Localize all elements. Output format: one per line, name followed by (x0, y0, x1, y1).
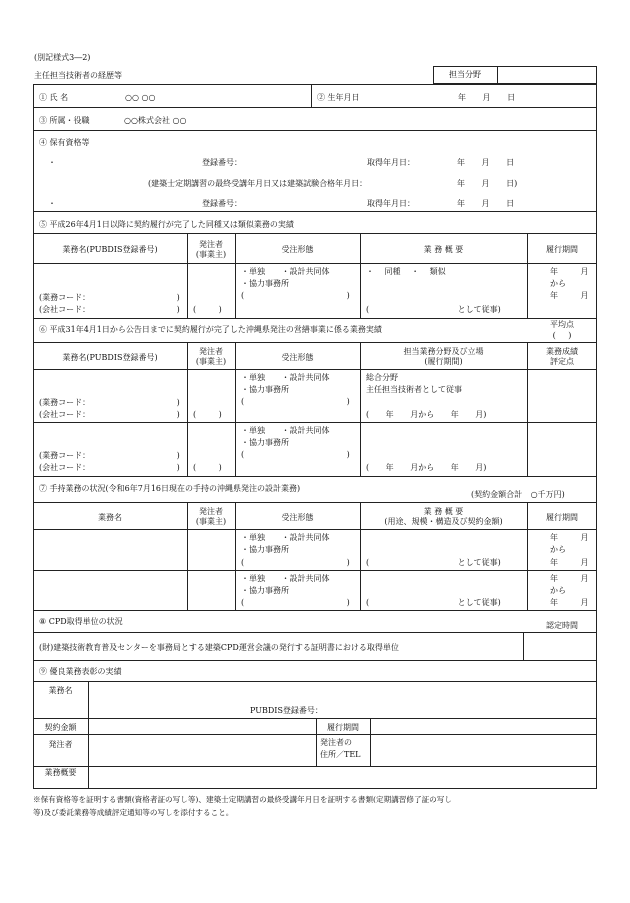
col-header-summary: (用途、規模・構造及び契約金額) (384, 517, 503, 526)
form-paren[interactable]: ( ) (241, 291, 350, 300)
form-paren[interactable]: ( ) (241, 397, 350, 406)
role-field[interactable]: 総合分野 (366, 373, 398, 382)
client-paren[interactable]: ( ) (193, 410, 222, 419)
award-period-label: 履行期間 (327, 723, 359, 732)
col-header-form: 受注形態 (281, 245, 314, 254)
col-header-role: (履行期間) (424, 357, 463, 366)
form-paren[interactable]: ( ) (241, 450, 350, 459)
section8-title: ⑧ CPD取得単位の状況 (39, 617, 123, 626)
footer-note: ※保有資格等を証明する書類(資格者証の写し等)、建築士定期講習の最終受講年月日を証明する書類(定期講習修了証の写し (33, 795, 452, 804)
business-code[interactable]: (業務コード： ) (39, 451, 180, 460)
section6-title: ⑥ 平成31年4月1日から公告日までに契約履行が完了した沖縄県発注の営繕事業に係る業務実績 (39, 325, 382, 334)
section5-title: ⑤ 平成26年4月1日以降に契約履行が完了した同種又は類似業務の実績 (39, 220, 294, 229)
col-header-form: 受注形態 (281, 353, 314, 362)
award-name-label: 業務名 (48, 686, 73, 695)
col-header-summary: 業 務 概 要 (423, 507, 464, 516)
period-to[interactable]: 年 月 (550, 558, 589, 567)
period-kara: から (550, 545, 566, 554)
document-title: 主任担当技術者の経歴等 (34, 71, 122, 80)
form-option[interactable]: ・協力事務所 (241, 545, 289, 554)
col-header-name: 業務名(PUBDIS登録番号) (62, 245, 158, 254)
cpd-description: (財)建築技術教育普及センターを事務局とする建築CPD運営会議の発行する証明書における取得単位 (39, 643, 399, 652)
form-option[interactable]: ・単独 ・設計共同体 (241, 426, 330, 435)
col-header-client: (事業主) (195, 517, 227, 526)
period-to[interactable]: 年 月 (550, 291, 589, 300)
award-client-label: 発注者 (48, 740, 73, 749)
role-period[interactable]: ( 年 月から 年 月) (366, 463, 487, 472)
affiliation-value[interactable]: ○○株式会社 ○○ (124, 116, 187, 125)
client-address-label: 住所／TEL (320, 750, 361, 759)
period-to[interactable]: 年 月 (550, 598, 589, 607)
dob-label: ② 生年月日 (317, 93, 360, 102)
summary-role[interactable]: ( として従事) (366, 305, 501, 314)
form-option[interactable]: ・単独 ・設計共同体 (241, 373, 330, 382)
summary-role[interactable]: ( として従事) (366, 598, 501, 607)
form-number: (別記様式3―2) (34, 53, 91, 62)
registration-number-label: 登録番号： (202, 158, 242, 167)
form-option[interactable]: ・単独 ・設計共同体 (241, 574, 330, 583)
name-value[interactable]: ○○ ○○ (125, 93, 156, 102)
name-label: ① 氏 名 (39, 93, 69, 102)
col-header-score: 評定点 (550, 357, 574, 366)
col-header-role: 担当業務分野及び立場 (403, 347, 484, 356)
summary-option[interactable]: ・ 同種 ・ 類似 (366, 267, 446, 276)
form-option[interactable]: ・単独 ・設計共同体 (241, 533, 330, 542)
form-option[interactable]: ・協力事務所 (241, 279, 289, 288)
form-paren[interactable]: ( ) (241, 598, 350, 607)
col-header-period: 履行期間 (546, 513, 578, 522)
acquisition-date-value[interactable]: 年 月 日 (457, 199, 515, 208)
col-header-score: 業務成績 (546, 347, 578, 356)
role-position[interactable]: 主任担当技術者として従事 (366, 385, 462, 394)
period-kara: から (550, 279, 566, 288)
business-code[interactable]: (業務コード： ) (39, 293, 180, 302)
form-option[interactable]: ・協力事務所 (241, 586, 289, 595)
period-from[interactable]: 年 月 (550, 533, 589, 542)
contract-total[interactable]: (契約金額合計 ○千万円) (471, 490, 565, 499)
average-score-label: 平均点 (550, 320, 574, 329)
dob-value[interactable]: 年 月 日 (458, 93, 516, 102)
business-code[interactable]: (業務コード： ) (39, 398, 180, 407)
col-header-client: 発注者 (199, 507, 223, 516)
award-summary-label: 業務概要 (44, 768, 77, 777)
col-header-client: (事業主) (195, 250, 227, 259)
footer-note: 等)及び委託業務等成績評定通知等の写しを添付すること。 (33, 808, 234, 817)
acquisition-date-label: 取得年月日： (367, 199, 415, 208)
form-option[interactable]: ・単独 ・設計共同体 (241, 267, 330, 276)
col-header-period: 履行期間 (546, 245, 578, 254)
col-header-client: (事業主) (195, 357, 227, 366)
architect-course-note: (建築士定期講習の最終受講年月日又は建築試験合格年月日： (148, 179, 368, 188)
period-kara: から (550, 586, 566, 595)
section7-title: ⑦ 手持業務の状況(令和6年7月16日現在の手持の沖縄県発注の設計業務) (39, 484, 301, 493)
registration-number-label: 登録番号： (202, 199, 242, 208)
tantou-label: 担当分野 (449, 70, 481, 79)
col-header-client: 発注者 (199, 240, 223, 249)
main-form-frame (33, 84, 597, 789)
client-address-label: 発注者の (320, 738, 352, 747)
acquisition-date-label: 取得年月日： (367, 158, 415, 167)
col-header-client: 発注者 (199, 347, 223, 356)
qualification-title: ④ 保有資格等 (39, 138, 90, 147)
form-paren[interactable]: ( ) (241, 558, 350, 567)
qualification-bullet: ・ (48, 199, 56, 208)
qualification-bullet: ・ (48, 158, 56, 167)
role-period[interactable]: ( 年 月から 年 月) (366, 410, 487, 419)
acquisition-date-value[interactable]: 年 月 日 (457, 158, 515, 167)
form-option[interactable]: ・協力事務所 (241, 438, 289, 447)
client-paren[interactable]: ( ) (193, 463, 222, 472)
architect-course-date[interactable]: 年 月 日) (457, 179, 518, 188)
period-from[interactable]: 年 月 (550, 574, 589, 583)
col-header-form: 受注形態 (281, 513, 314, 522)
average-score-value[interactable]: ( ) (552, 331, 572, 340)
affiliation-label: ③ 所属・役職 (39, 116, 90, 125)
company-code[interactable]: (会社コード： ) (39, 410, 180, 419)
cpd-hours-label: 認定時間 (546, 621, 578, 630)
contract-amount-label: 契約金額 (44, 723, 77, 732)
company-code[interactable]: (会社コード： ) (39, 463, 180, 472)
section9-title: ⑨ 優良業務表彰の実績 (39, 667, 122, 676)
summary-role[interactable]: ( として従事) (366, 558, 501, 567)
col-header-summary: 業 務 概 要 (423, 245, 464, 254)
period-from[interactable]: 年 月 (550, 267, 589, 276)
company-code[interactable]: (会社コード： ) (39, 305, 180, 314)
col-header-name: 業務名(PUBDIS登録番号) (62, 353, 158, 362)
pubdis-number-label: PUBDIS登録番号： (250, 706, 323, 715)
client-paren[interactable]: ( ) (193, 305, 222, 314)
col-header-name: 業務名 (98, 513, 122, 522)
form-option[interactable]: ・協力事務所 (241, 385, 289, 394)
